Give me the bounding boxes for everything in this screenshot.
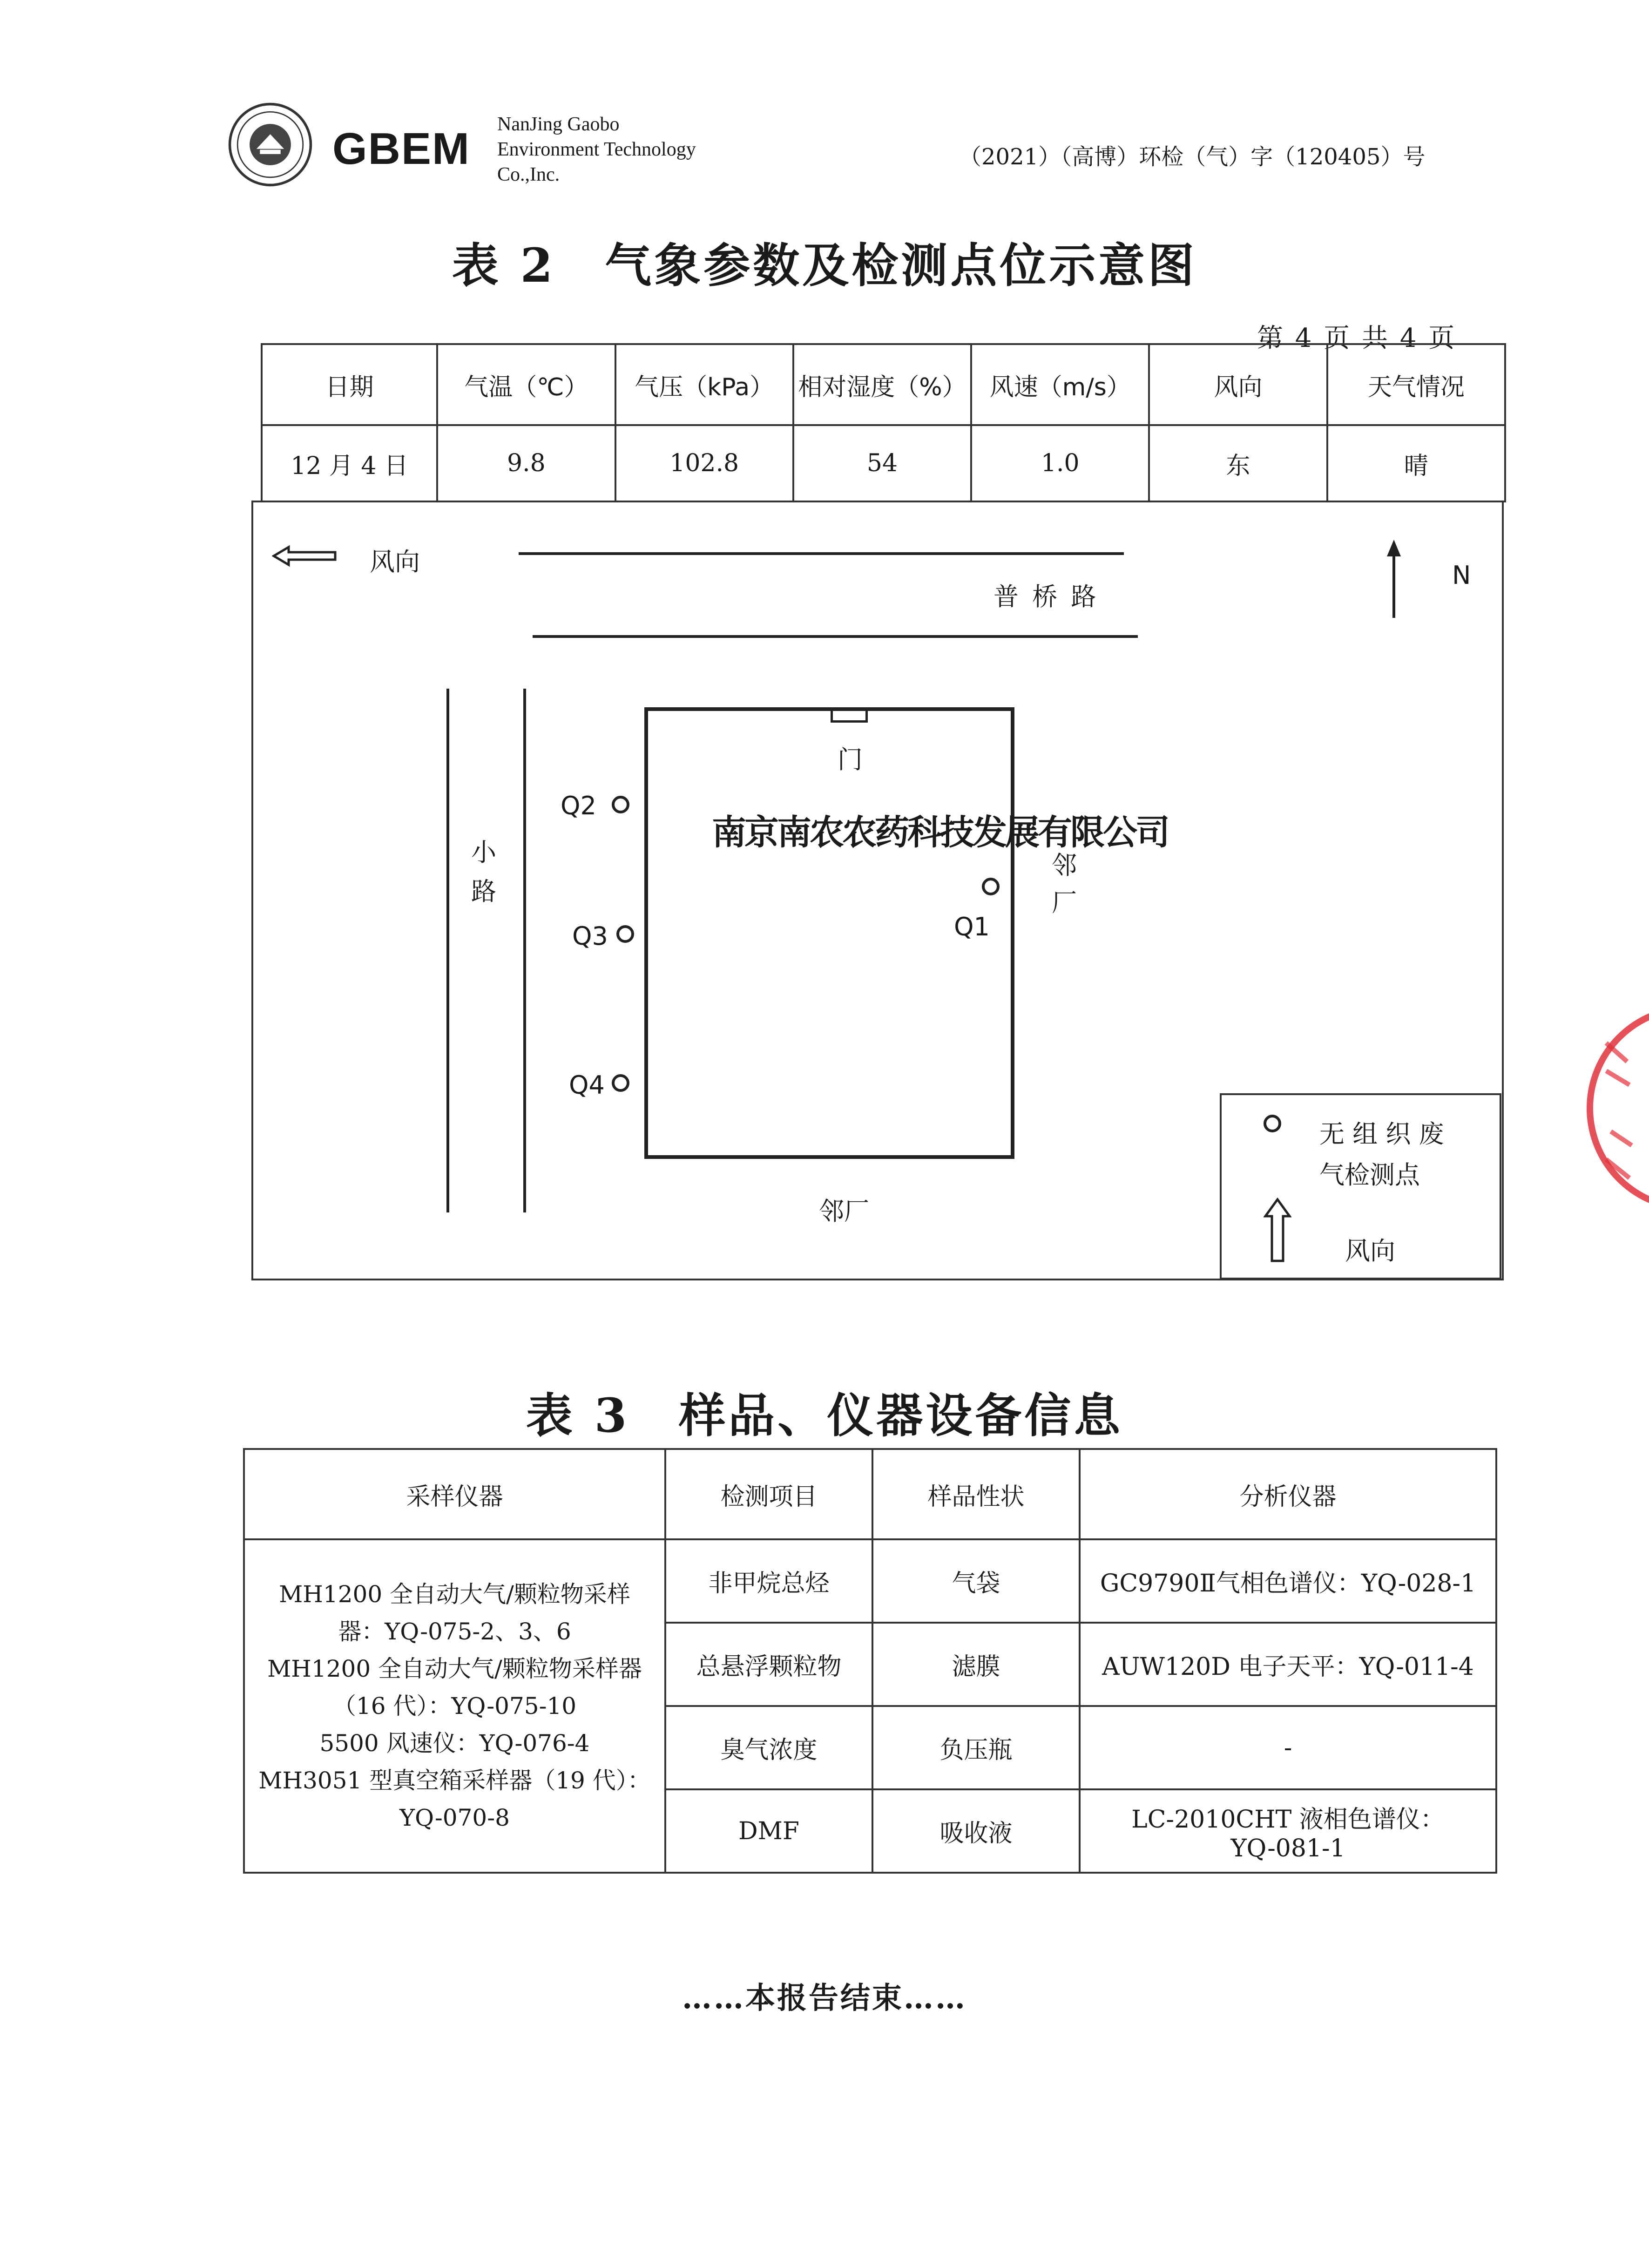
header-test-item: 检测项目 xyxy=(665,1449,872,1539)
header-sampling-instrument: 采样仪器 xyxy=(244,1449,665,1539)
company-seal-logo-icon xyxy=(227,102,313,188)
cell-item: 非甲烷总烃 xyxy=(665,1539,872,1623)
wind-direction-arrow-icon xyxy=(272,544,337,568)
header-pressure: 气压（kPa） xyxy=(615,344,793,425)
gate-marker xyxy=(831,709,868,723)
north-arrow-icon xyxy=(1382,540,1406,619)
cell-temperature: 9.8 xyxy=(437,425,615,501)
instrument-header-row xyxy=(244,1449,1496,1539)
cell-analysis: GC9790Ⅱ气相色谱仪：YQ-028-1 xyxy=(1080,1539,1496,1623)
table3-title: 表 3 样品、仪器设备信息 xyxy=(526,1388,1123,1443)
monitoring-point-q1-icon xyxy=(982,878,1000,895)
road-line-right xyxy=(523,689,526,1212)
header-sample-state: 样品性状 xyxy=(872,1449,1080,1539)
header-weather: 天气情况 xyxy=(1327,344,1505,425)
header-analysis-instrument: 分析仪器 xyxy=(1080,1449,1496,1539)
cell-state: 滤膜 xyxy=(872,1623,1080,1706)
report-end-marker: ……本报告结束…… xyxy=(682,1981,967,2016)
header-humidity: 相对湿度（%） xyxy=(793,344,971,425)
legend-wind-label: 风向 xyxy=(1345,1236,1395,1266)
monitoring-point-q3-icon xyxy=(616,925,634,943)
legend-point-label: 无 组 织 废 气检测点 xyxy=(1319,1119,1444,1190)
cell-item: 总悬浮颗粒物 xyxy=(665,1623,872,1706)
header-wind-speed: 风速（m/s） xyxy=(971,344,1149,425)
neighbor-plant-bottom: 邻厂 xyxy=(819,1197,869,1226)
cell-state: 负压瓶 xyxy=(872,1706,1080,1789)
weather-header-row xyxy=(262,344,1505,425)
table2-title: 表 2 气象参数及检测点位示意图 xyxy=(452,238,1197,293)
cell-weather: 晴 xyxy=(1327,425,1505,501)
instrument-table xyxy=(243,1448,1497,1874)
legend-point-icon xyxy=(1264,1115,1281,1132)
wind-label: 风向 xyxy=(370,547,420,576)
cell-analysis: - xyxy=(1080,1706,1496,1789)
cell-state: 吸收液 xyxy=(872,1789,1080,1873)
road-line-left xyxy=(446,689,449,1212)
map-legend xyxy=(1220,1093,1501,1280)
monitoring-point-q4-icon xyxy=(612,1074,629,1092)
weather-data-row xyxy=(262,425,1505,501)
cell-analysis: AUW120D 电子天平：YQ-011-4 xyxy=(1080,1623,1496,1706)
point-label-q1: Q1 xyxy=(954,912,990,941)
road-line-lower xyxy=(533,635,1138,638)
cell-wind-direction: 东 xyxy=(1149,425,1327,501)
road-line-upper xyxy=(519,552,1124,555)
page-info: 第 4 页 共 4 页 xyxy=(1257,323,1457,353)
sampling-instrument-cell: MH1200 全自动大气/颗粒物采样 器：YQ-075-2、3、6 MH1200 全自动大气/颗粒物采样器 （16 代）：YQ-075-10 5500 风速仪：YQ-076-4 MH3051 型真空箱采样器（19 代）： YQ-070-8 xyxy=(244,1539,665,1873)
point-label-q4: Q4 xyxy=(569,1070,605,1100)
cell-item: 臭气浓度 xyxy=(665,1706,872,1789)
north-label: N xyxy=(1452,561,1471,590)
company-name-en: NanJing Gaobo Environment Technology Co.,Inc. xyxy=(497,114,696,185)
cell-wind-speed: 1.0 xyxy=(971,425,1149,501)
weather-table xyxy=(261,343,1506,502)
cell-item: DMF xyxy=(665,1789,872,1873)
header-wind-direction: 风向 xyxy=(1149,344,1327,425)
cell-date: 12 月 4 日 xyxy=(262,425,437,501)
legend-wind-arrow-icon xyxy=(1264,1198,1291,1263)
header-date: 日期 xyxy=(262,344,437,425)
report-number: （2021）（高博）环检（气）字（120405）号 xyxy=(959,144,1426,170)
table-row xyxy=(244,1539,1496,1623)
logo-text: GBEM xyxy=(332,124,470,174)
cell-analysis: LC-2010CHT 液相色谱仪： YQ-081-1 xyxy=(1080,1789,1496,1873)
monitoring-point-q2-icon xyxy=(612,796,629,813)
cell-humidity: 54 xyxy=(793,425,971,501)
cell-pressure: 102.8 xyxy=(615,425,793,501)
road-name-top: 普 桥 路 xyxy=(993,582,1099,611)
neighbor-plant-right: 邻 厂 xyxy=(1052,851,1077,917)
red-seal-stamp-icon xyxy=(1536,992,1649,1234)
cell-state: 气袋 xyxy=(872,1539,1080,1623)
point-label-q2: Q2 xyxy=(561,791,596,820)
road-name-left: 小 路 xyxy=(471,838,496,906)
company-name-cn: 南京南农农药科技发展有限公司 xyxy=(712,812,1168,853)
point-label-q3: Q3 xyxy=(572,921,608,951)
header-temperature: 气温（℃） xyxy=(437,344,615,425)
gate-label: 门 xyxy=(838,745,863,774)
